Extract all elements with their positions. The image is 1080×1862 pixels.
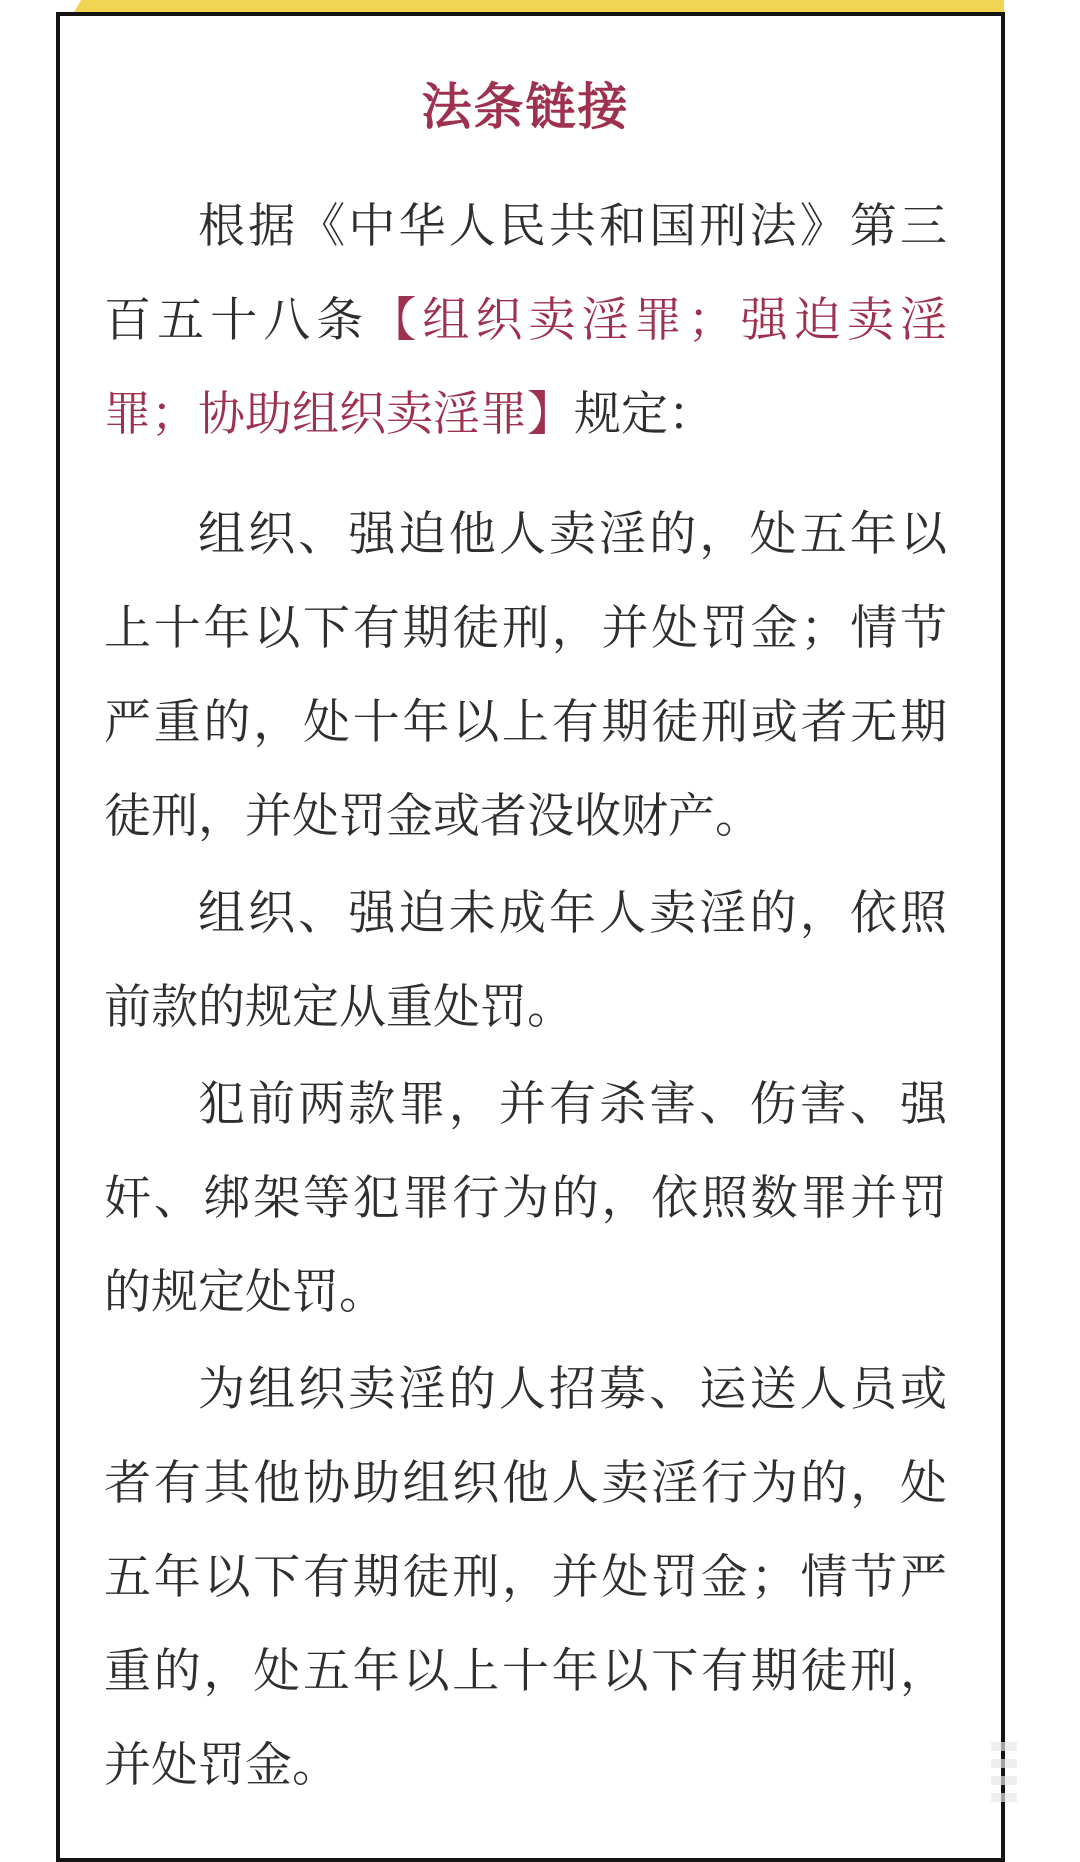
text-line [104,1718,947,1812]
text-line [104,1057,947,1151]
text-line [104,1342,947,1436]
text-line [104,866,947,960]
text-line [104,487,947,581]
body-text: 重的，处五年以上十年以下有期徒刑， [104,1644,947,1697]
body-text: 奸、绑架等犯罪行为的，依照数罪并罚 [104,1171,947,1224]
paragraph [104,1342,947,1812]
paragraph [104,487,947,863]
law-card [56,12,1005,1862]
highlighted-law-name: 【组织卖淫罪；强迫卖淫 [369,293,948,346]
body-text: 百五十八条 [104,293,370,346]
page-title: 法条链接 [421,79,630,135]
body-text: 者有其他协助组织他人卖淫行为的，处 [104,1456,947,1509]
text-line [104,1151,947,1245]
body-text: 徒刑，并处罚金或者没收财产。 [104,789,762,842]
body-text: 组织、强迫他人卖淫的，处五年以 [198,507,947,560]
body-text: 五年以下有期徒刑，并处罚金；情节严 [104,1550,947,1603]
highlighted-law-name: 罪；协助组织卖淫罪】 [104,387,574,440]
body-text: 严重的，处十年以上有期徒刑或者无期 [104,695,947,748]
paragraph [104,179,947,461]
body-text: 规定： [574,387,715,440]
text-line [104,1436,947,1530]
paragraph [104,866,947,1054]
text-line [104,675,947,769]
body-text: 组织、强迫未成年人卖淫的，依照 [198,886,947,939]
text-line [104,1530,947,1624]
text-line [104,273,947,367]
text-line [104,179,947,273]
text-line [104,960,947,1054]
text-line [104,1245,947,1339]
body-text: 上十年以下有期徒刑，并处罚金；情节 [104,601,947,654]
watermark [991,1742,1017,1810]
text-line [104,769,947,863]
body-text: 为组织卖淫的人招募、运送人员或 [198,1362,947,1415]
text-line [104,581,947,675]
article [104,179,947,1812]
body-text: 犯前两款罪，并有杀害、伤害、强 [198,1077,947,1130]
body-text: 根据《中华人民共和国刑法》第三 [198,199,947,252]
text-line [104,1624,947,1718]
body-text: 前款的规定从重处罚。 [104,980,574,1033]
paragraph [104,1057,947,1339]
body-text: 并处罚金。 [104,1738,339,1791]
text-line [104,367,947,461]
body-text: 的规定处罚。 [104,1265,386,1318]
